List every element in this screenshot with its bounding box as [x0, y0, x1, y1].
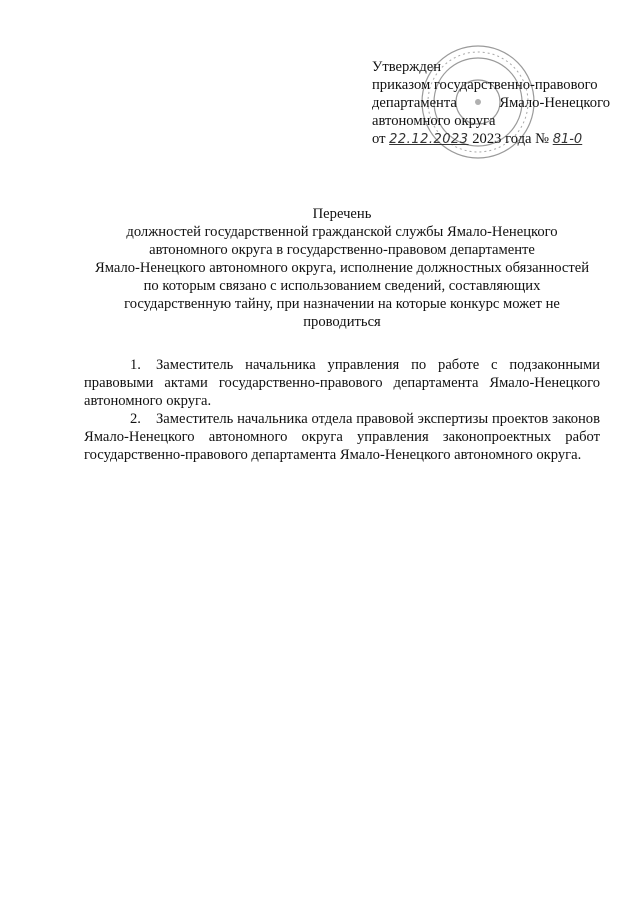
title-line: должностей государственной гражданской службы Ямало-Ненецкого: [126, 224, 558, 240]
handwritten-order-number: 81-0: [552, 132, 583, 147]
title-line: автономного округа в государственно-правовом департаменте: [149, 242, 535, 258]
list-item-number: 1.: [130, 357, 141, 373]
list-item: [84, 410, 600, 464]
title-line: по которым связано с использованием сведений, составляющих: [143, 278, 541, 294]
approval-region-word: Ямало-Ненецкого: [499, 95, 610, 111]
document-title: [84, 205, 600, 331]
approval-date-prefix: от: [372, 131, 386, 147]
approval-date-line: [372, 130, 610, 149]
list-item: [84, 356, 600, 410]
approval-order-line: приказом государственно-правового: [372, 77, 598, 93]
approval-date-suffix: 2023 года №: [472, 131, 550, 147]
list-item-number: 2.: [130, 411, 141, 427]
list-item-text: Заместитель начальника отдела правовой экспертизы проектов законов Ямало-Ненецкого автономного округа управления законопроектных работ государственно-правового департамента Ямало-Ненецкого автономного округа.: [84, 411, 600, 463]
approval-title: Утвержден: [372, 59, 442, 75]
approval-okrug-line: автономного округа: [372, 113, 496, 129]
list-item-text: Заместитель начальника управления по работе с подзаконными правовыми актами государственно-правового департамента Ямало-Ненецкого автономного округа.: [84, 357, 600, 409]
positions-list: [84, 356, 600, 464]
approval-department-line: [372, 94, 610, 112]
title-heading: Перечень: [312, 206, 372, 222]
approval-department-word: департамента: [372, 95, 457, 111]
handwritten-date: 22.12.2023: [389, 132, 469, 147]
title-line: проводиться: [303, 314, 381, 330]
title-line: Ямало-Ненецкого автономного округа, исполнение должностных обязанностей: [94, 260, 590, 276]
approval-block: [372, 58, 610, 149]
title-line: государственную тайну, при назначении на которые конкурс может не: [124, 296, 560, 312]
